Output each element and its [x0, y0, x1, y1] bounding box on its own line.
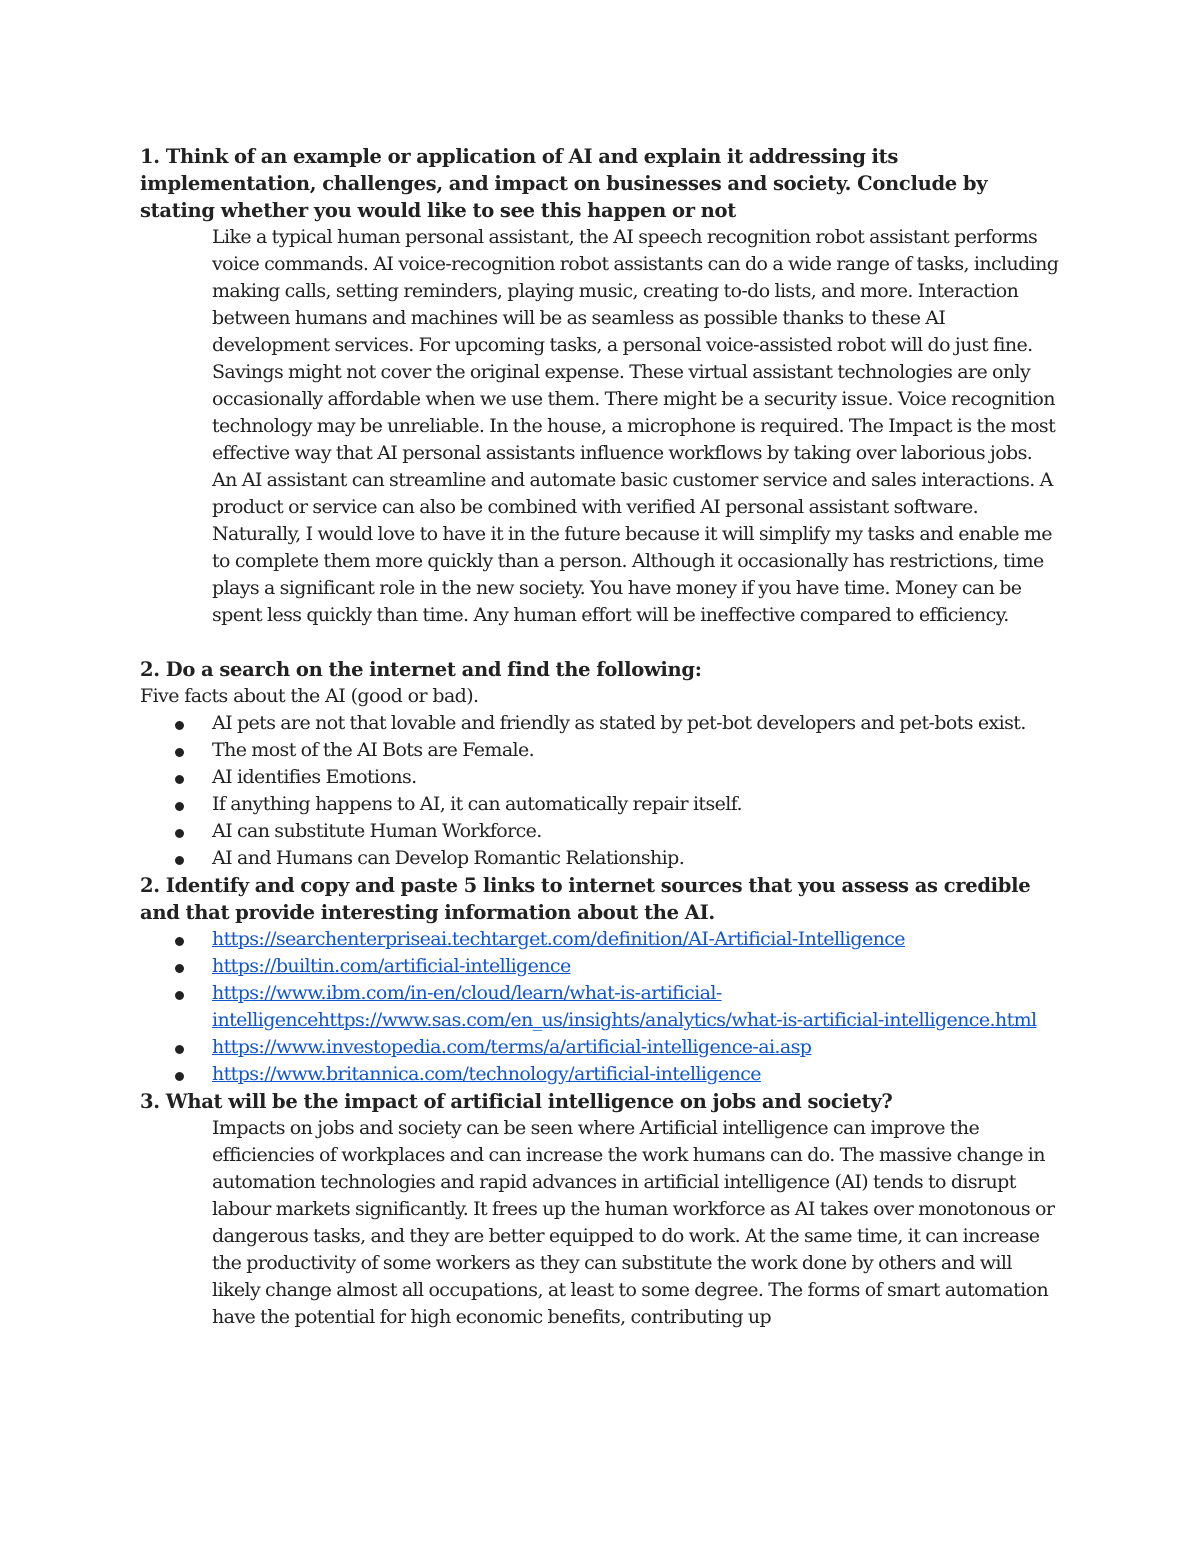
- fact-text: AI identifies Emotions.: [212, 766, 417, 788]
- question-3-answer: Impacts on jobs and society can be seen where Artificial intelligence can improve the efficiencies of workplaces and can increase the work humans can do. The massive change in automation technologies and rapid advances in artificial intelligence (AI) tends to disrupt labour markets significantly. It frees up the human workforce as AI takes over monotonous or dangerous tasks, and they are better equipped to do work. At the same time, it can increase the productivity of some workers as they can substitute the work done by others and will likely change almost all occupations, at least to some degree. The forms of smart automation have the potential for high economic benefits, contributing up: [212, 1117, 1055, 1328]
- fact-item: [212, 818, 1060, 845]
- fact-text: If anything happens to AI, it can automatically repair itself.: [212, 793, 742, 815]
- source-link[interactable]: https://www.investopedia.com/terms/a/artificial-intelligence-ai.asp: [212, 1036, 812, 1058]
- source-link[interactable]: https://www.sas.com/en_us/insights/analytics/what-is-artificial-intelligence.html: [317, 1009, 1037, 1031]
- fact-text: The most of the AI Bots are Female.: [212, 739, 535, 761]
- facts-intro: Five facts about the AI (good or bad).: [140, 685, 479, 707]
- fact-item: [212, 710, 1060, 737]
- facts-list: [140, 710, 1060, 872]
- question-2-heading: 2. Do a search on the internet and find the following:: [140, 658, 702, 681]
- fact-item: [212, 764, 1060, 791]
- fact-item: [212, 791, 1060, 818]
- bullet-icon: [175, 748, 184, 757]
- bullet-icon: [175, 964, 184, 973]
- source-link[interactable]: https://builtin.com/artificial-intelligence: [212, 955, 571, 977]
- bullet-icon: [175, 1072, 184, 1081]
- link-item: [212, 953, 1060, 980]
- question-1-answer: Like a typical human personal assistant, the AI speech recognition robot assistant performs voice commands. AI voice-recognition robot assistants can do a wide range of tasks, including making calls, setting reminders, playing music, creating to-do lists, and more. Interaction between humans and machines will be as seamless as possible thanks to these AI development services. For upcoming tasks, a personal voice-assisted robot will do just fine. Savings might not cover the original expense. These virtual assistant technologies are only occasionally affordable when we use them. There might be a security issue. Voice recognition technology may be unreliable. In the house, a microphone is required. The Impact is the most effective way that AI personal assistants influence workflows by taking over laborious jobs. An AI assistant can streamline and automate basic customer service and sales interactions. A product or service can also be combined with verified AI personal assistant software. Naturally, I would love to have it in the future because it will simplify my tasks and enable me to complete them more quickly than a person. Although it occasionally has restrictions, time plays a significant role in the new society. You have money if you have time. Money can be spent less quickly than time. Any human effort will be ineffective compared to efficiency.: [212, 226, 1059, 626]
- fact-text: AI and Humans can Develop Romantic Relationship.: [212, 847, 685, 869]
- question-1-heading: 1. Think of an example or application of AI and explain it addressing its implementation, challenges, and impact on businesses and society. Conclude by stating whether you would like to see this happen or not: [140, 145, 988, 222]
- question-2b-heading: 2. Identify and copy and paste 5 links to internet sources that you assess as credible and that provide interesting information about the AI.: [140, 874, 1031, 924]
- source-link[interactable]: https://www.ibm.com/in-en/cloud/learn/what-is-artificial-intelligence: [212, 982, 722, 1031]
- bullet-icon: [175, 829, 184, 838]
- bullet-icon: [175, 991, 184, 1000]
- paragraph-spacer: [140, 629, 1060, 656]
- fact-text: AI pets are not that lovable and friendly as stated by pet-bot developers and pet-bots exist.: [212, 712, 1026, 734]
- fact-item: [212, 737, 1060, 764]
- document-body: [140, 143, 1060, 1331]
- link-item: [212, 980, 1060, 1034]
- links-list: [140, 926, 1060, 1088]
- bullet-icon: [175, 856, 184, 865]
- fact-text: AI can substitute Human Workforce.: [212, 820, 542, 842]
- question-3-heading: 3. What will be the impact of artificial intelligence on jobs and society?: [140, 1090, 893, 1113]
- source-link[interactable]: https://searchenterpriseai.techtarget.com/definition/AI-Artificial-Intelligence: [212, 928, 905, 950]
- source-link[interactable]: https://www.britannica.com/technology/artificial-intelligence: [212, 1063, 761, 1085]
- link-item: [212, 1034, 1060, 1061]
- bullet-icon: [175, 775, 184, 784]
- bullet-icon: [175, 802, 184, 811]
- bullet-icon: [175, 721, 184, 730]
- bullet-icon: [175, 1045, 184, 1054]
- link-item: [212, 926, 1060, 953]
- link-item: [212, 1061, 1060, 1088]
- bullet-icon: [175, 937, 184, 946]
- fact-item: [212, 845, 1060, 872]
